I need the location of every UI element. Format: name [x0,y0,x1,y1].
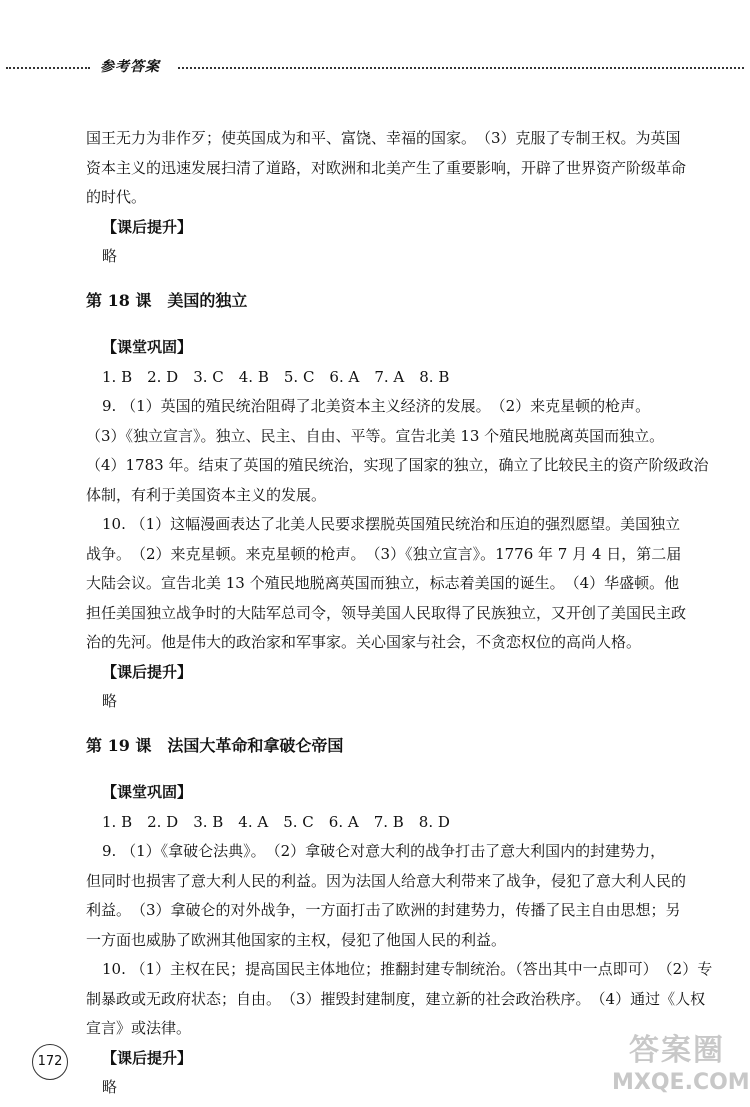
lesson-19-title [86,731,726,761]
paragraph-line: 国王无力为非作歹；使英国成为和平、富饶、幸福的国家。 （3）克服了专制王权。为英国 [86,129,681,147]
answer-line: 制暴政或无政府状态；自由。 （3）摧毁封建制度，建立新的社会政治秩序。 （4）通过《人权 [86,989,706,1008]
paragraph-line: 的时代。 [86,188,147,206]
answer-line: （3）《独立宣言》。独立、民主、自由、平等。宣告北美 13 个殖民地脱离英国而独立。 [86,426,665,445]
section-label-consolidate: 【课堂巩固】 [102,783,193,801]
section-label-after-class: 【课后提升】 [102,217,193,236]
lesson-number: 第 18 课 [86,290,152,310]
answer-line: 一方面也威胁了欧洲其他国家的主权，侵犯了他国人民的利益。 [86,930,507,949]
page-header [0,54,750,78]
answer-line: 但同时也损害了意大利人民的利益。因为法国人给意大利带来了战争，侵犯了意大利人民的 [86,871,687,890]
answer-line: （4）1783 年。结束了英国的殖民统治，实现了国家的独立，确立了比较民主的资产阶级政治 [86,456,709,474]
answer-line: 宣言》或法律。 [86,1019,192,1037]
choice-answers: 1. B 2. D 3. C 4. B 5. C 6. A 7. A 8. B [102,367,450,386]
section-text: 略 [102,247,118,265]
answer-line: 战争。 （2）来克星顿。来克星顿的枪声。 （3）《独立宣言》。1776 年 7 月 4 日，第二届 [86,544,682,563]
lesson-name: 美国的独立 [167,290,248,310]
answer-line: 治的先河。他是伟大的政治家和军事家。关心国家与社会，不贪恋权位的高尚人格。 [86,633,642,651]
answer-line: 9. （1）《拿破仑法典》。 （2）拿破仑对意大利的战争打击了意大利国内的封建势力， [102,842,666,860]
answer-line: 利益。 （3）拿破仑的对外战争，一方面打击了欧洲的封建势力，传播了民主自由思想；另 [86,901,681,919]
lesson-number: 第 19 课 [86,735,152,755]
section-label-consolidate: 【课堂巩固】 [102,338,193,356]
paragraph-line: 资本主义的迅速发展扫清了道路，对欧洲和北美产生了重要影响，开辟了世界资产阶级革命 [86,158,687,177]
watermark-logo [612,1032,750,1100]
lesson-18-title [86,286,726,316]
answer-content [86,124,726,1103]
choice-answers: 1. B 2. D 3. B 4. A 5. C 6. A 7. B 8. D [102,812,450,831]
page-number-badge: 172 [32,1044,68,1080]
answer-line: 10. （1）主权在民；提高国民主体地位；推翻封建专制统治。（答出其中一点即可） （2）专 [102,960,713,978]
header-dotted-rule-right [178,67,744,69]
answer-line: 10. （1）这幅漫画表达了北美人民要求摆脱英国殖民统治和压迫的强烈愿望。美国独立 [102,515,681,533]
section-label-after-class: 【课后提升】 [102,1048,193,1067]
section-text: 略 [102,1078,118,1096]
section-label-after-class: 【课后提升】 [102,662,193,681]
watermark-top-text: 答案圈 [629,1033,725,1068]
watermark-bottom-text: MXQE.COM [612,1070,750,1095]
lesson-name: 法国大革命和拿破仑帝国 [167,735,344,755]
answer-line: 体制，有利于美国资本主义的发展。 [86,485,327,504]
header-dotted-rule-left [6,67,90,69]
answer-line: 9. （1）英国的殖民统治阻碍了北美资本主义经济的发展。 （2）来克星顿的枪声。 [102,397,651,415]
answer-line: 担任美国独立战争时的大陆军总司令，领导美国人民取得了民族独立，又开创了美国民主政 [86,603,687,622]
header-title: 参考答案 [100,59,160,75]
answer-line: 大陆会议。宣告北美 13 个殖民地脱离英国而独立，标志着美国的诞生。 （4）华盛顿。他 [86,574,680,592]
section-text: 略 [102,692,118,710]
